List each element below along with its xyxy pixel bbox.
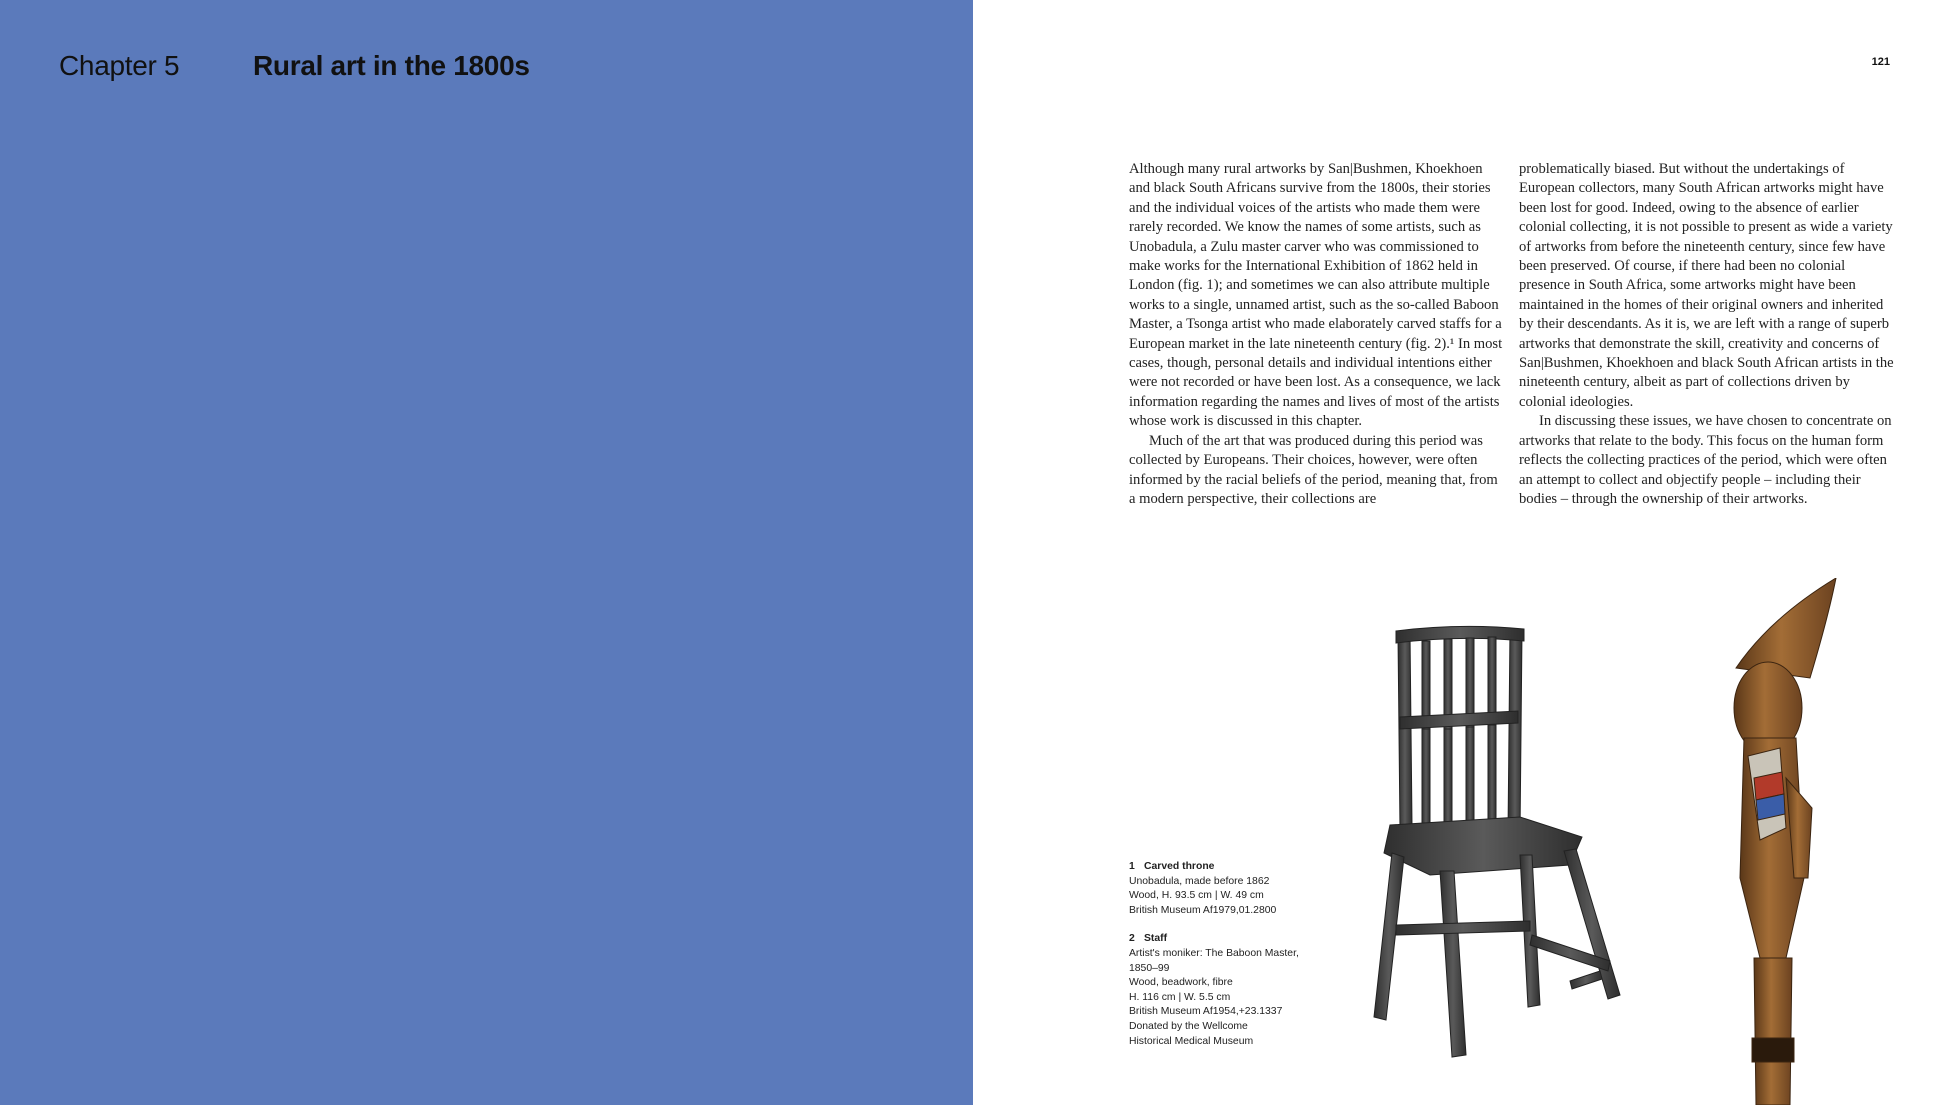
caption-title: Staff [1144, 933, 1168, 945]
caption-line: 1850–99 [1129, 962, 1170, 974]
caption-fig-1 [1129, 860, 1319, 918]
caption-line: Historical Medical Museum [1129, 1035, 1254, 1047]
page-number: 121 [1871, 56, 1890, 68]
figure-captions [1129, 860, 1319, 1063]
caption-line: Artist's moniker: The Baboon Master, [1129, 947, 1299, 959]
carved-staff-image [1700, 578, 1850, 1105]
caption-number: 2 [1129, 933, 1135, 945]
caption-fig-2 [1129, 932, 1319, 1049]
caption-heading [1129, 860, 1319, 875]
body-column-1 [1129, 160, 1504, 509]
paragraph: In discussing these issues, we have chosen to concentrate on artworks that relate to the body. This focus on the human form reflects the collecting practices of the period, which were often an attempt to collect and objectify people – including their bodies – through the ownership of their artworks. [1519, 413, 1892, 507]
caption-line: British Museum Af1979,01.2800 [1129, 904, 1277, 916]
caption-line: Wood, beadwork, fibre [1129, 977, 1233, 989]
body-column-2 [1519, 160, 1894, 509]
carved-throne-image [1370, 625, 1650, 1065]
paragraph: Although many rural artworks by San|Bushmen, Khoekhoen and black South Africans survive from the 1800s, their stories and the individual voices of the artists who made them were rarely recorded. We know the names of some artists, such as Unobadula, a Zulu master carver who was commissioned to make works for the International Exhibition of 1862 held in London (fig. 1); and sometimes we can also attribute multiple works to a single, unnamed artist, such as the so-called Baboon Master, a Tsonga artist who made elaborately carved staffs for a European market in the late nineteenth century (fig. 2).¹ In most cases, though, personal details and individual intentions either were not recorded or have been lost. As a consequence, we lack information regarding the names and lives of most of the artists whose work is discussed in this chapter. [1129, 161, 1503, 430]
caption-line: British Museum Af1954,+23.1337 [1129, 1006, 1283, 1018]
paragraph: Much of the art that was produced during this period was collected by Europeans. Their choices, however, were often informed by the racial beliefs of the period, meaning that, from a modern perspective, their collections are [1129, 432, 1498, 507]
caption-line: Donated by the Wellcome [1129, 1020, 1248, 1032]
paragraph: problematically biased. But without the undertakings of European collectors, many South African artworks might have been lost for good. Indeed, owing to the absence of earlier colonial collecting, it is not possible to present as wide a variety of artworks from before the nineteenth century, since few have been preserved. Of course, if there had been no colonial presence in South Africa, some artworks might have been maintained in the homes of their original owners and inherited by their descendants. As it is, we are left with a range of superb artworks that demonstrate the skill, creativity and concerns of San|Bushmen, Khoekhoen and black South African artists in the nineteenth century, albeit as part of collections driven by colonial ideologies. [1519, 161, 1894, 410]
caption-line: Unobadula, made before 1862 [1129, 875, 1270, 887]
caption-line: H. 116 cm | W. 5.5 cm [1129, 991, 1231, 1003]
chapter-label: Chapter 5 [59, 50, 180, 81]
caption-title: Carved throne [1144, 861, 1215, 872]
chapter-title: Rural art in the 1800s [253, 50, 530, 81]
caption-number: 1 [1129, 861, 1135, 872]
caption-line: Wood, H. 93.5 cm | W. 49 cm [1129, 890, 1264, 902]
caption-heading [1129, 932, 1319, 947]
